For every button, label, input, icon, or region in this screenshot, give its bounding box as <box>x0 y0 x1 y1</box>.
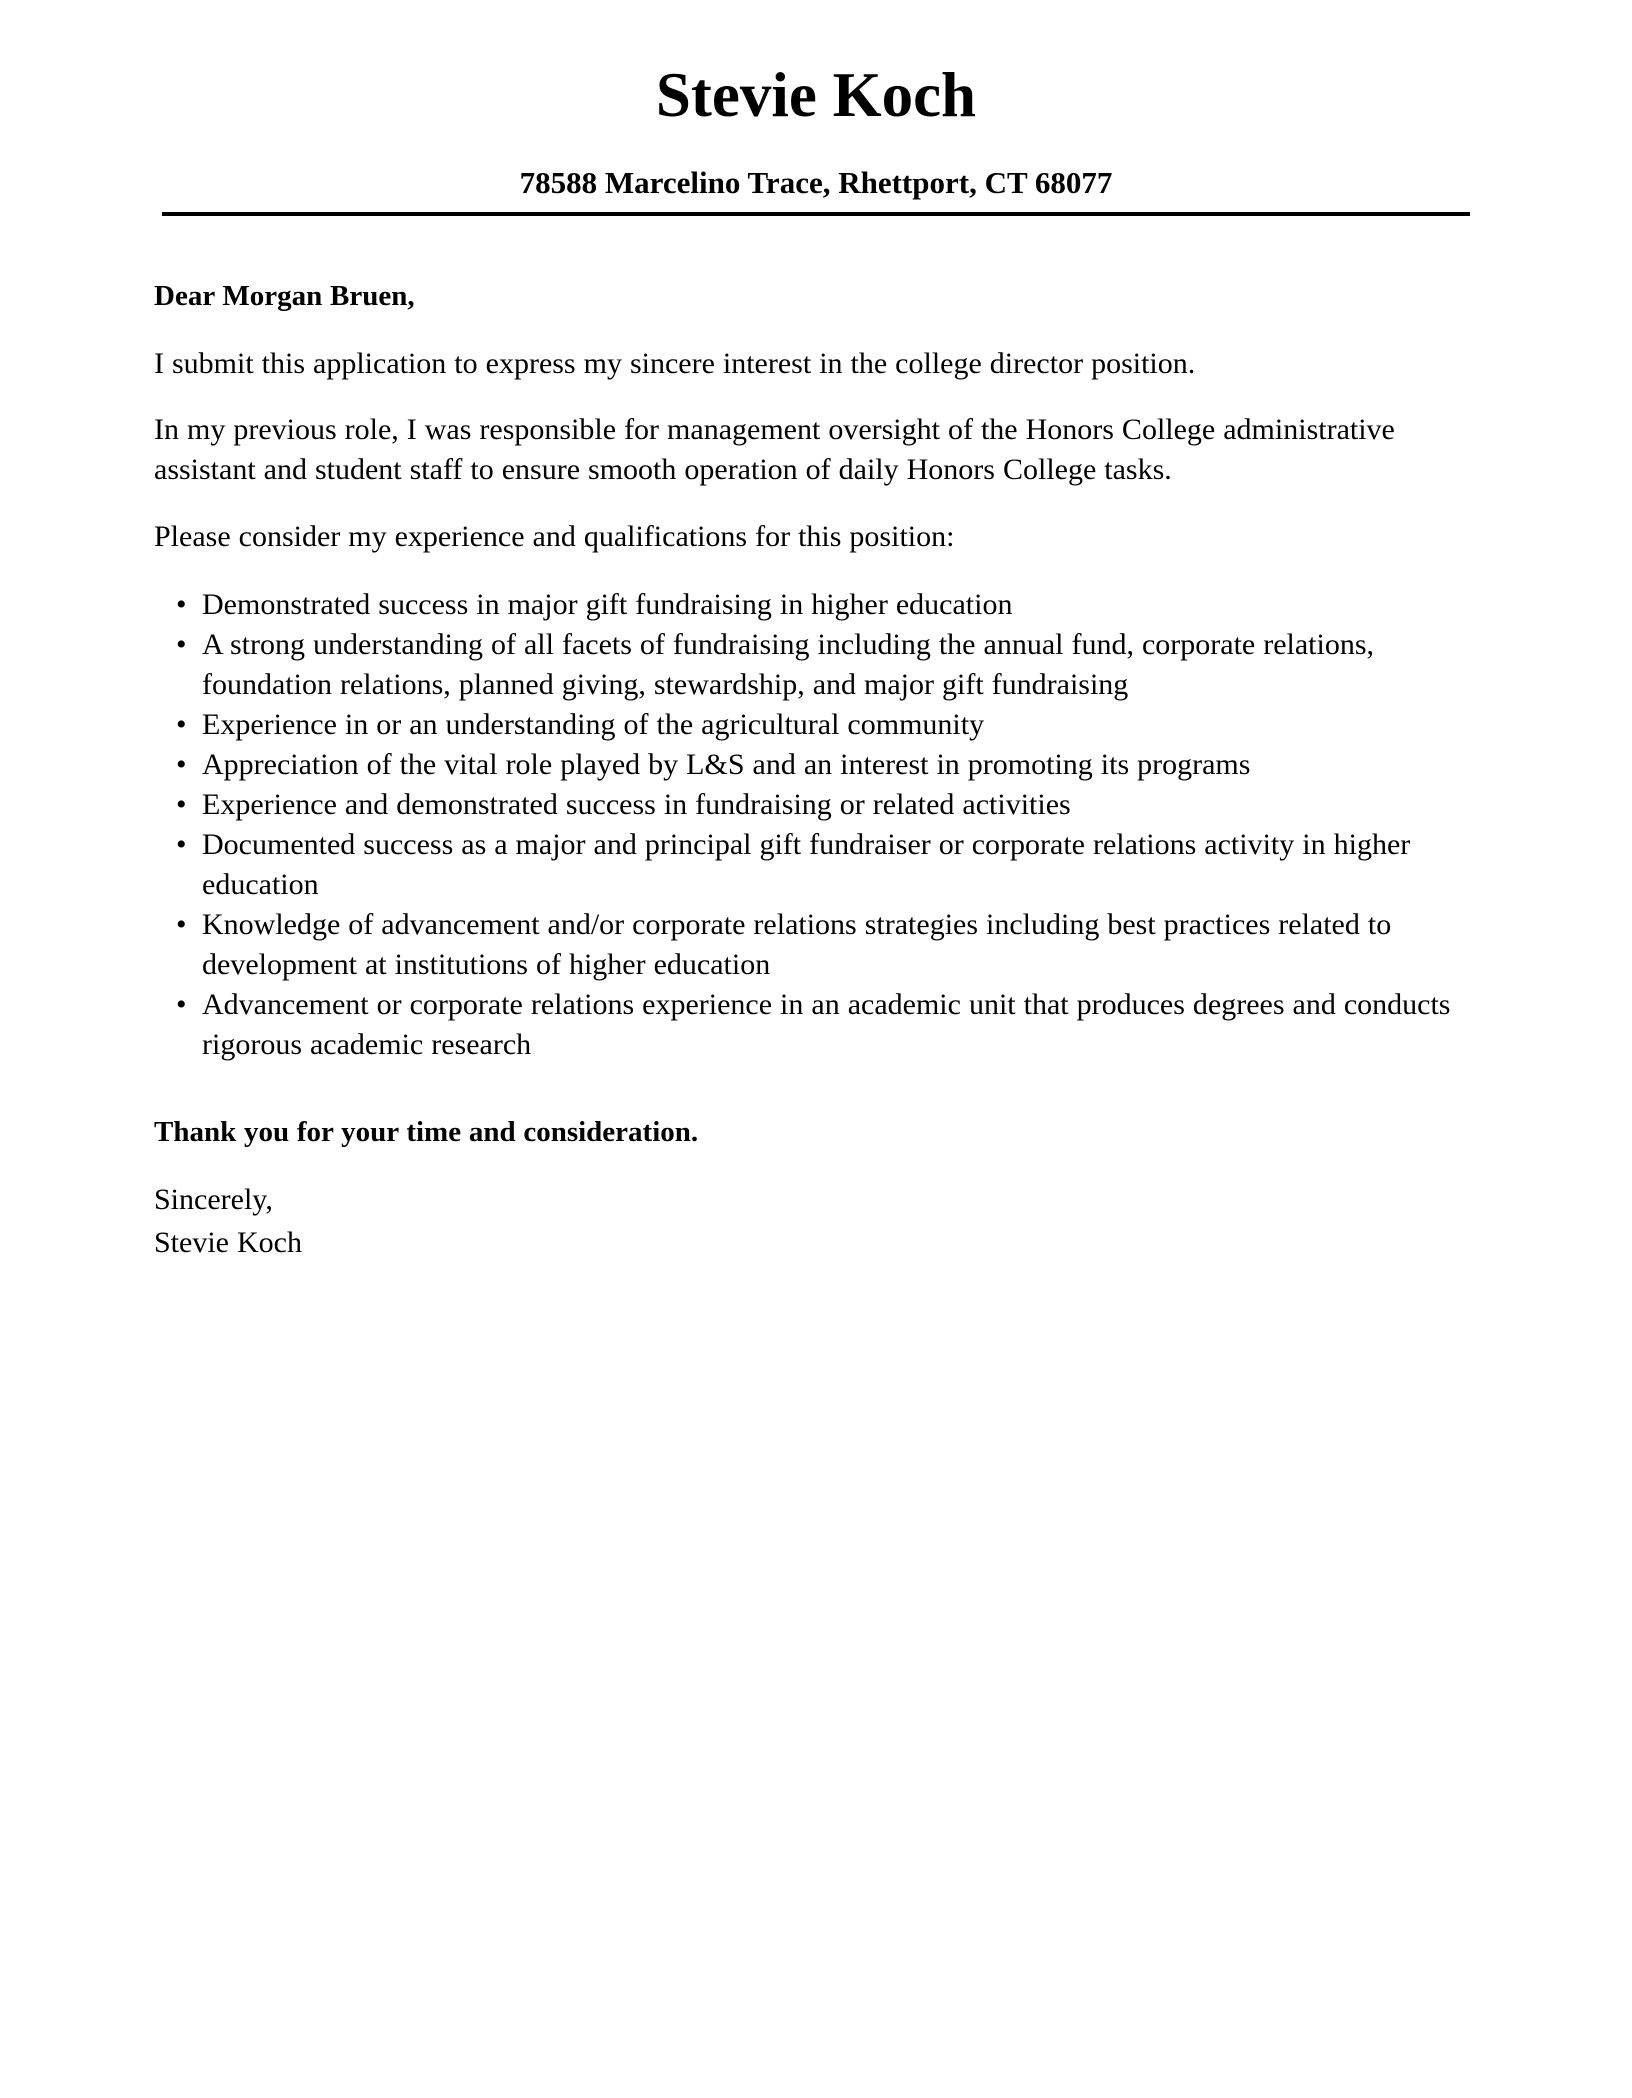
signoff-text: Sincerely, <box>154 1183 273 1216</box>
qualifications-list <box>154 585 1474 1065</box>
list-item <box>154 825 1474 905</box>
header-divider <box>162 212 1470 216</box>
intro-paragraph: I submit this application to express my sincere interest in the college director position. <box>154 347 1196 380</box>
bullet-icon: • <box>176 828 187 861</box>
list-item <box>154 625 1474 705</box>
applicant-address: 78588 Marcelino Trace, Rhettport, CT 68077 <box>519 165 1113 200</box>
list-item-text: A strong understanding of all facets of fundraising including the annual fund, corporate relations, foundation relations, planned giving, stewardship, and major gift fundraising <box>202 628 1375 701</box>
list-item <box>154 745 1474 785</box>
list-item <box>154 905 1474 985</box>
bullet-icon: • <box>176 588 187 621</box>
bullet-icon: • <box>176 628 187 661</box>
list-item <box>154 585 1474 625</box>
bullet-icon: • <box>176 748 187 781</box>
signature-name: Stevie Koch <box>154 1226 302 1259</box>
list-item-text: Experience and demonstrated success in fundraising or related activities <box>202 788 1071 821</box>
signoff-block <box>154 1178 1474 1264</box>
list-item-text: Experience in or an understanding of the agricultural community <box>202 708 985 741</box>
list-item <box>154 705 1474 745</box>
applicant-name: Stevie Koch <box>655 60 977 130</box>
bullet-icon: • <box>176 988 187 1021</box>
list-item-text: Appreciation of the vital role played by L&S and an interest in promoting its programs <box>202 748 1251 781</box>
salutation: Dear Morgan Bruen, <box>154 280 415 312</box>
list-item <box>154 985 1474 1065</box>
bullet-icon: • <box>176 788 187 821</box>
list-item-text: Knowledge of advancement and/or corporate relations strategies including best practices related to development at institutions of higher education <box>202 908 1392 981</box>
list-item <box>154 785 1474 825</box>
list-item-text: Advancement or corporate relations experience in an academic unit that produces degrees and conducts rigorous academic research <box>202 988 1451 1061</box>
list-item-text: Demonstrated success in major gift fundraising in higher education <box>202 588 1013 621</box>
qualifications-intro: Please consider my experience and qualifications for this position: <box>154 520 955 553</box>
closing-thanks: Thank you for your time and consideration. <box>154 1116 699 1148</box>
list-item-text: Documented success as a major and principal gift fundraiser or corporate relations activity in higher education <box>202 828 1411 901</box>
bullet-icon: • <box>176 708 187 741</box>
experience-paragraph: In my previous role, I was responsible for management oversight of the Honors College administrative assistant and student staff to ensure smooth operation of daily Honors College tasks. <box>154 413 1395 486</box>
bullet-icon: • <box>176 908 187 941</box>
